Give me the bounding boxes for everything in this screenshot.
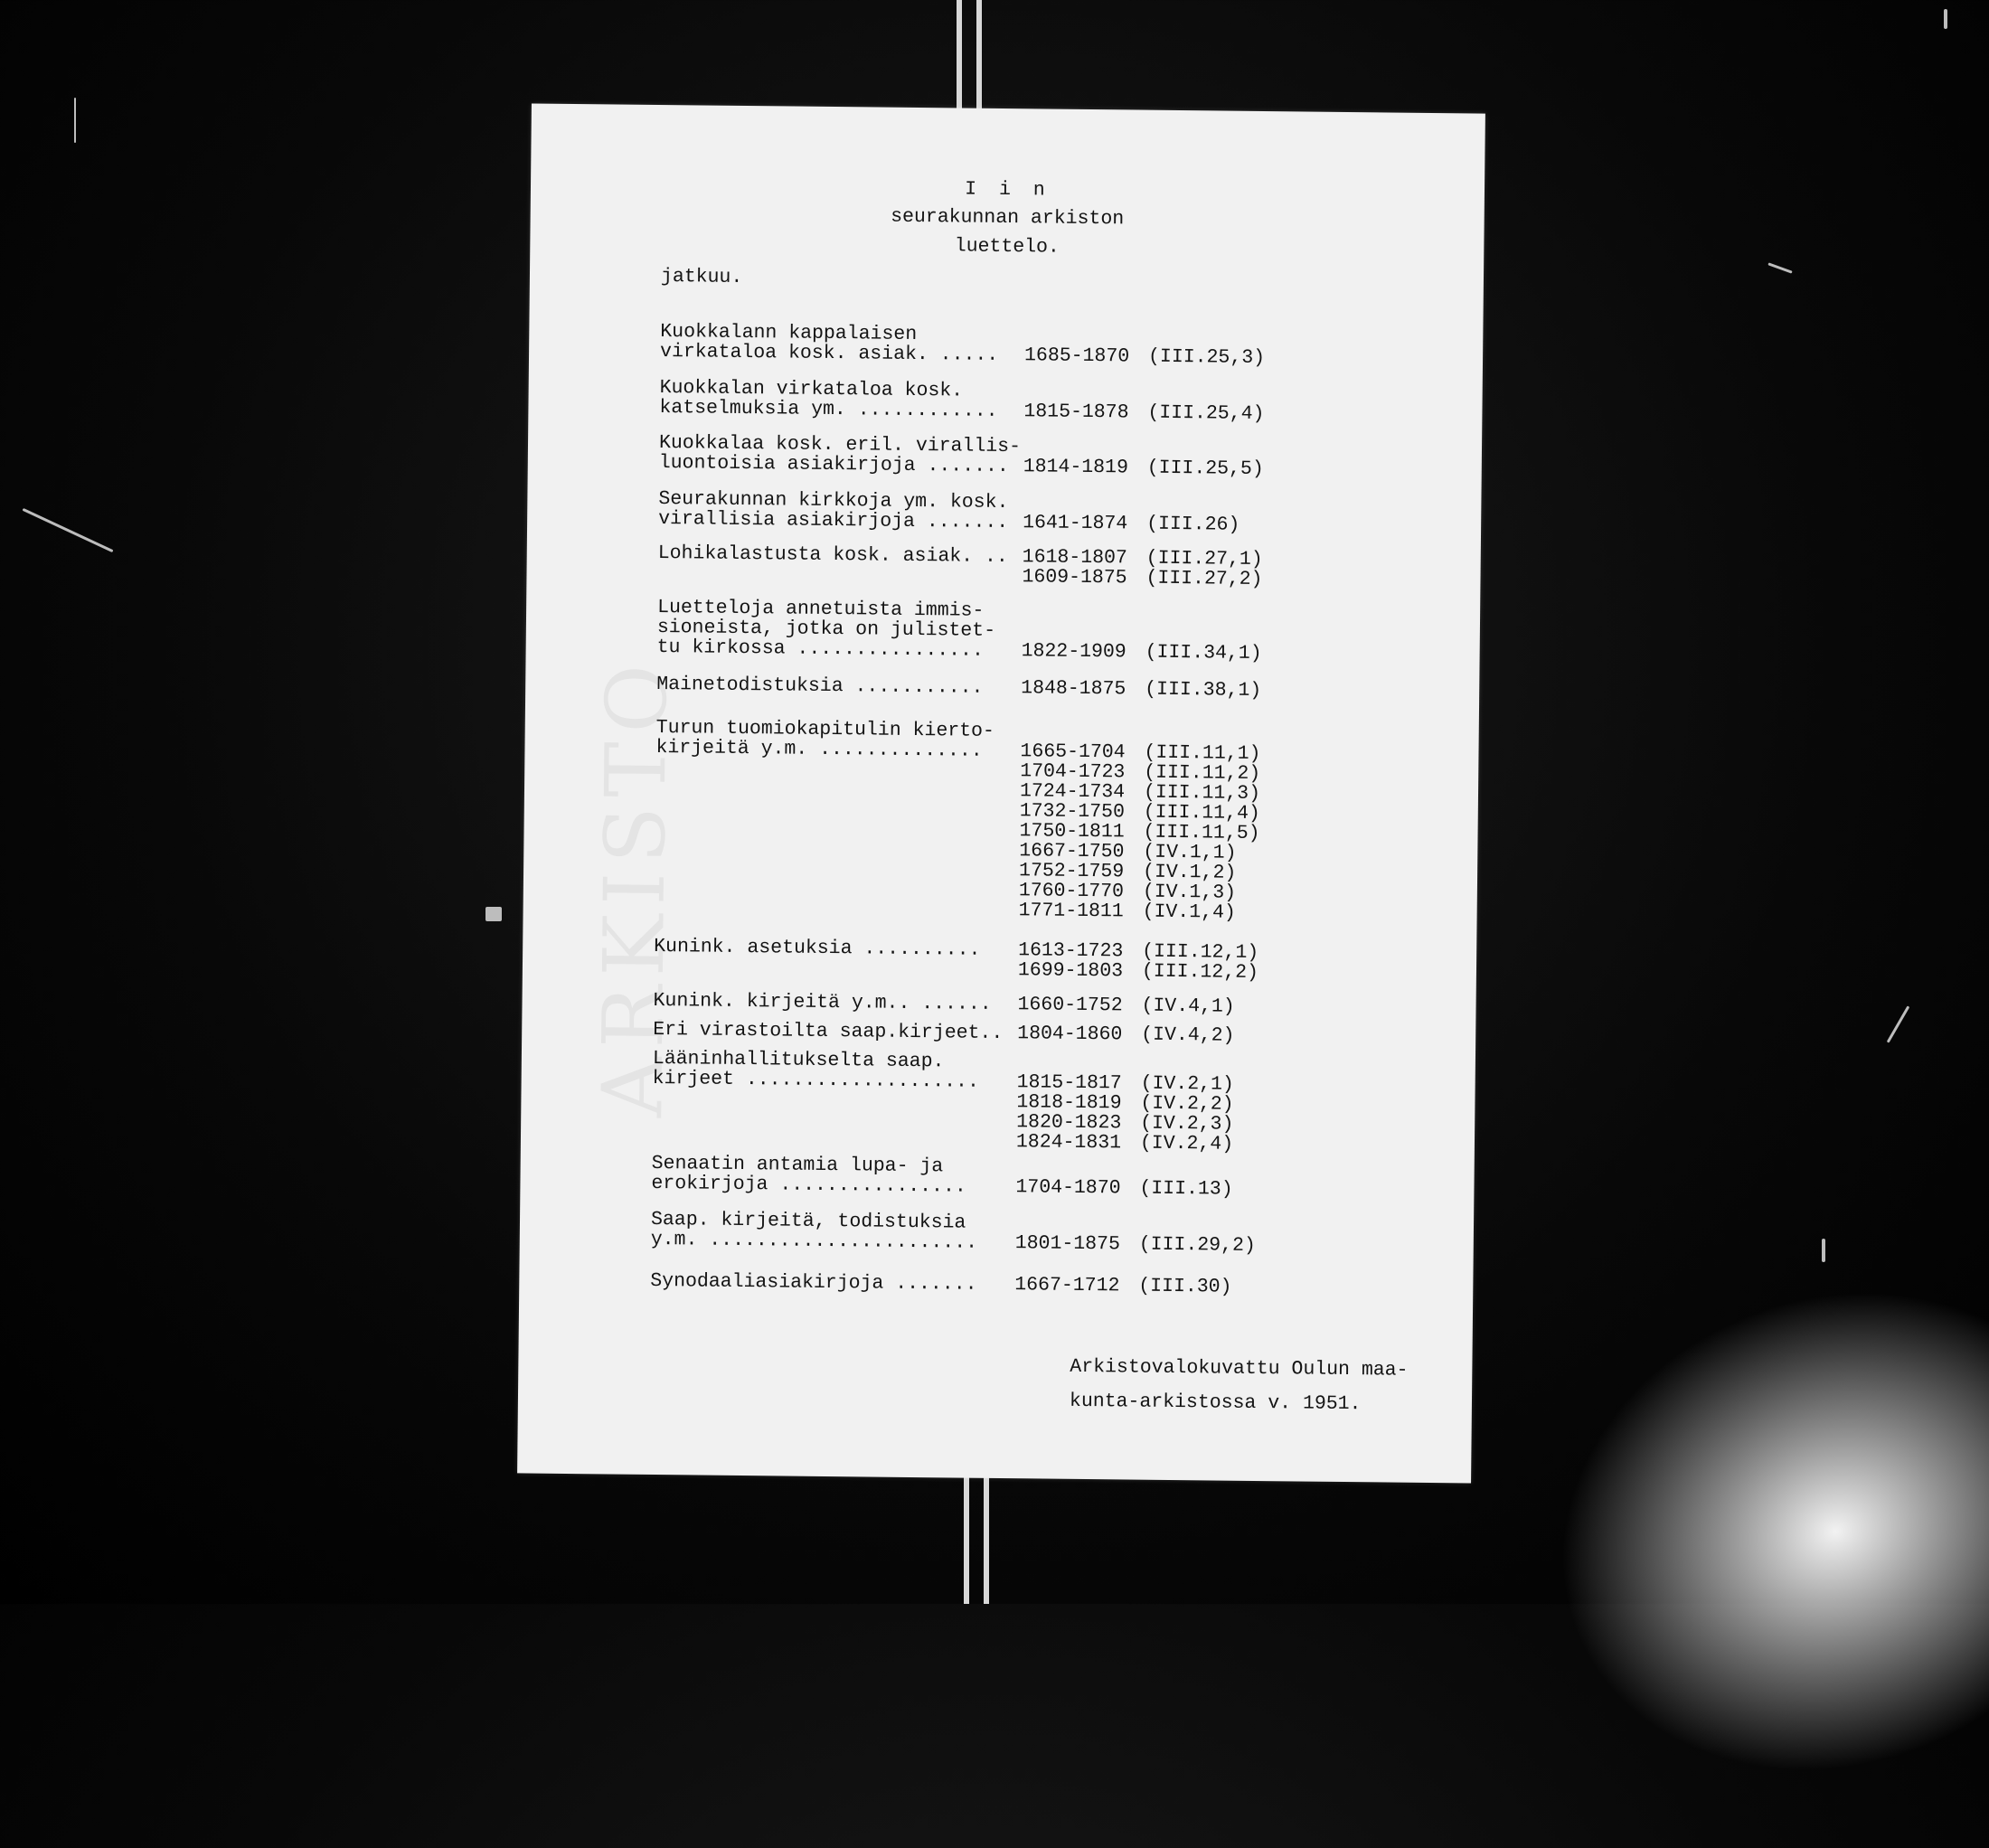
entry-signum: (III.11,2) xyxy=(1144,761,1261,786)
entry-description: Kuokkalaa kosk. eril. virallis- luontoisia asiakirjoja ....... xyxy=(658,432,1022,478)
entry-years: 1752-1759 xyxy=(1018,860,1125,883)
entry-signum: (III.11,4) xyxy=(1143,801,1260,825)
dust-speck xyxy=(1887,1005,1910,1042)
entry-years: 1660-1752 xyxy=(1017,994,1123,1017)
footer-note-line-1: Arkistovalokuvattu Oulun maa- xyxy=(1070,1355,1409,1381)
entry-signum: (III.12,2) xyxy=(1141,960,1259,984)
entry-years: 1814-1819 xyxy=(1023,456,1129,479)
entry-signum: (III.13) xyxy=(1139,1177,1233,1201)
entry-signum: (IV.2,3) xyxy=(1140,1112,1234,1136)
entry-signum: (IV.2,2) xyxy=(1140,1092,1234,1116)
entry-signum: (IV.2,1) xyxy=(1140,1072,1234,1096)
catalog-entry xyxy=(520,1208,1474,1257)
dust-speck xyxy=(23,508,114,552)
continued-label: jatkuu. xyxy=(660,266,743,288)
entry-description: Kuokkalan virkataloa kosk. katselmuksia ym. ............ xyxy=(659,377,998,422)
entry-years: 1704-1723 xyxy=(1020,760,1126,784)
entry-years: 1667-1750 xyxy=(1019,840,1125,863)
entry-years: 1820-1823 xyxy=(1016,1111,1122,1135)
entry-description: Eri virastoilta saap.kirjeet.. xyxy=(653,1018,1004,1045)
entry-years: 1641-1874 xyxy=(1023,512,1128,535)
dust-speck xyxy=(1822,1239,1825,1262)
document-subtitle: seurakunnan arkiston xyxy=(891,205,1125,231)
catalog-entry xyxy=(522,1018,1475,1047)
entry-signum: (III.34,1) xyxy=(1145,641,1262,665)
entry-years: 1699-1803 xyxy=(1017,959,1124,983)
entry-signum: (IV.4,1) xyxy=(1141,995,1235,1018)
entry-signum: (III.12,1) xyxy=(1142,940,1259,964)
catalog-entry xyxy=(523,935,1476,984)
entry-years: 1704-1870 xyxy=(1015,1176,1121,1200)
entry-description: Saap. kirjeitä, todistuksia y.m. ....................... xyxy=(650,1208,978,1254)
entry-description: Kunink. kirjeitä y.m.. ...... xyxy=(653,989,992,1015)
entry-signum: (III.38,1) xyxy=(1145,678,1262,702)
entry-signum: (IV.1,4) xyxy=(1142,900,1236,924)
entry-years: 1732-1750 xyxy=(1019,800,1126,824)
entry-description: Luetteloja annetuista immis- sioneista, jotka on julistet- tu kirkossa ................ xyxy=(656,597,996,662)
entry-signum: (III.27,2) xyxy=(1145,567,1263,591)
catalog-entry xyxy=(525,716,1479,924)
entry-description: Mainetodistuksia ........... xyxy=(656,674,984,699)
light-leak xyxy=(1492,1215,1989,1848)
entry-description: Senaatin antamia lupa- ja erokirjoja ................ xyxy=(651,1152,966,1198)
dust-speck xyxy=(1767,262,1792,273)
catalog-entry xyxy=(526,596,1480,665)
entry-years: 1848-1875 xyxy=(1021,677,1126,701)
entry-description: Kunink. asetuksia .......... xyxy=(654,935,981,961)
entry-signum: (III.30) xyxy=(1138,1275,1232,1298)
entry-description: Turun tuomiokapitulin kierto- kirjeitä y.m. .............. xyxy=(655,716,995,762)
catalog-entry xyxy=(525,673,1479,702)
entry-years: 1818-1819 xyxy=(1016,1091,1122,1115)
entry-years: 1609-1875 xyxy=(1022,566,1127,589)
catalog-entry xyxy=(527,542,1481,591)
catalog-entry xyxy=(519,1269,1473,1298)
entry-signum: (IV.4,2) xyxy=(1141,1023,1235,1047)
document-title: I i n xyxy=(965,178,1051,202)
entry-years: 1822-1909 xyxy=(1021,640,1126,664)
entry-description: Seurakunnan kirkkoja ym. kosk. virallisia asiakirjoja ....... xyxy=(658,488,1009,534)
catalog-entry xyxy=(529,377,1483,426)
entry-signum: (IV.2,4) xyxy=(1139,1132,1234,1155)
catalog-entry xyxy=(529,321,1483,370)
catalog-entry xyxy=(528,487,1482,536)
entry-signum: (III.11,3) xyxy=(1143,781,1261,805)
entry-signum: (III.25,3) xyxy=(1147,345,1266,370)
entry-signum: (III.26) xyxy=(1146,513,1240,536)
entry-years: 1685-1870 xyxy=(1023,344,1130,368)
entry-signum: (III.11,1) xyxy=(1144,741,1261,766)
dust-speck xyxy=(485,907,502,921)
entry-description: Synodaaliasiakirjoja ....... xyxy=(650,1269,977,1296)
catalog-entry xyxy=(523,989,1476,1018)
entry-description: Kuokkalann kappalaisen virkataloa kosk. asiak. ..... xyxy=(659,321,999,366)
entry-years: 1824-1831 xyxy=(1015,1131,1122,1155)
entry-signum: (III.11,5) xyxy=(1143,821,1260,844)
entry-years: 1724-1734 xyxy=(1019,780,1126,804)
entry-signum: (III.25,4) xyxy=(1147,401,1265,426)
footer-note-line-2: kunta-arkistossa v. 1951. xyxy=(1069,1390,1362,1416)
entry-years: 1750-1811 xyxy=(1019,820,1125,844)
entry-years: 1618-1807 xyxy=(1022,546,1127,570)
entry-signum: (III.29,2) xyxy=(1138,1233,1256,1257)
entry-years: 1815-1878 xyxy=(1023,401,1129,424)
dust-speck xyxy=(1944,9,1947,29)
entry-description: Lohikalastusta kosk. asiak. .. xyxy=(657,542,1008,569)
entry-years: 1815-1817 xyxy=(1016,1071,1122,1095)
bleed-through-stamp: ARKISTO xyxy=(584,655,686,1118)
entry-signum: (IV.1,2) xyxy=(1142,861,1237,884)
entry-signum: (IV.1,1) xyxy=(1143,841,1237,864)
entry-description: Lääninhallitukselta saap. kirjeet .................... xyxy=(652,1047,980,1093)
document-subtitle-2: luettelo. xyxy=(954,235,1060,259)
dust-speck xyxy=(74,98,76,143)
entry-years: 1613-1723 xyxy=(1018,939,1124,963)
film-stripe-top-right xyxy=(976,0,982,113)
entry-years: 1771-1811 xyxy=(1018,900,1124,923)
entry-signum: (III.27,1) xyxy=(1145,547,1263,571)
entry-signum: (IV.1,3) xyxy=(1142,881,1237,904)
film-stripe-bottom-left xyxy=(964,1469,969,1604)
entry-years: 1801-1875 xyxy=(1014,1232,1121,1256)
catalog-entry xyxy=(522,1047,1475,1155)
catalog-entry xyxy=(528,431,1482,481)
entry-signum: (III.25,5) xyxy=(1146,457,1264,481)
catalog-entry xyxy=(521,1152,1475,1201)
entry-years: 1665-1704 xyxy=(1020,740,1126,764)
entry-years: 1667-1712 xyxy=(1014,1274,1120,1297)
entry-years: 1760-1770 xyxy=(1018,880,1125,903)
entry-years: 1804-1860 xyxy=(1017,1023,1123,1046)
document-page xyxy=(517,104,1485,1484)
film-stripe-top-left xyxy=(957,0,962,113)
film-stripe-bottom-right xyxy=(984,1469,989,1604)
